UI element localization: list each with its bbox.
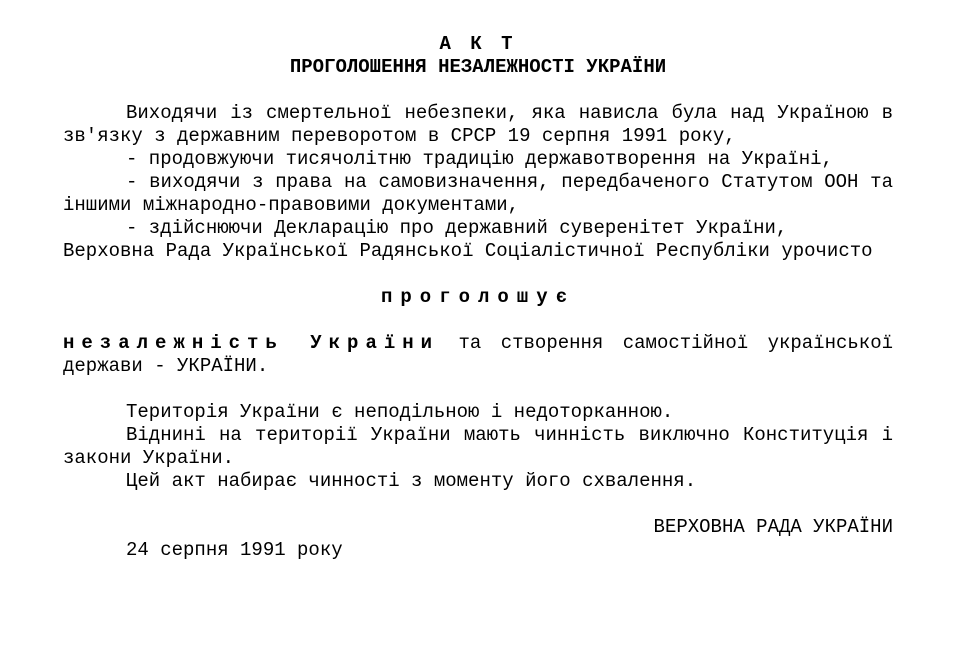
independence-rest: та створення самостійної української держави - УКРАЇНИ. (63, 332, 893, 377)
document (63, 33, 893, 562)
bullet-tradition: - продовжуючи тисячолітню традицію державотворення на Україні, (126, 148, 833, 170)
effect-paragraph: Цей акт набирає чинності з моменту його схвалення. (126, 470, 697, 492)
signatory: ВЕРХОВНА РАДА УКРАЇНИ (653, 516, 893, 538)
territory-paragraph: Територія України є неподільною і недоторканною. (126, 401, 674, 423)
council-paragraph: Верховна Рада Української Радянської Соціалістичної Республіки урочисто (63, 240, 873, 262)
spacer (63, 378, 893, 401)
spacer (63, 263, 893, 286)
act-title: А К Т (439, 33, 517, 55)
spacer (63, 79, 893, 102)
spacer (63, 493, 893, 516)
spacer (63, 309, 893, 332)
independence-emphasis: незалежність України (63, 332, 440, 354)
laws-paragraph: Віднині на території України мають чинність виключно Конституція і закони України. (63, 424, 893, 469)
intro-paragraph: Виходячи із смертельної небезпеки, яка нависла була над Україною в зв'язку з державним переворотом в СРСР 19 серпня 1991 року, (63, 102, 893, 147)
proclaims-heading: проголошує (380, 286, 576, 308)
date: 24 серпня 1991 року (126, 539, 343, 561)
bullet-self-determination: - виходячи з права на самовизначення, передбаченого Статутом ООН та іншими міжнародно-правовими документами, (63, 171, 893, 216)
independence-paragraph (63, 332, 893, 378)
bullet-declaration: - здійснюючи Декларацію про державний суверенітет України, (126, 217, 788, 239)
act-subtitle: ПРОГОЛОШЕННЯ НЕЗАЛЕЖНОСТІ УКРАЇНИ (289, 56, 667, 78)
